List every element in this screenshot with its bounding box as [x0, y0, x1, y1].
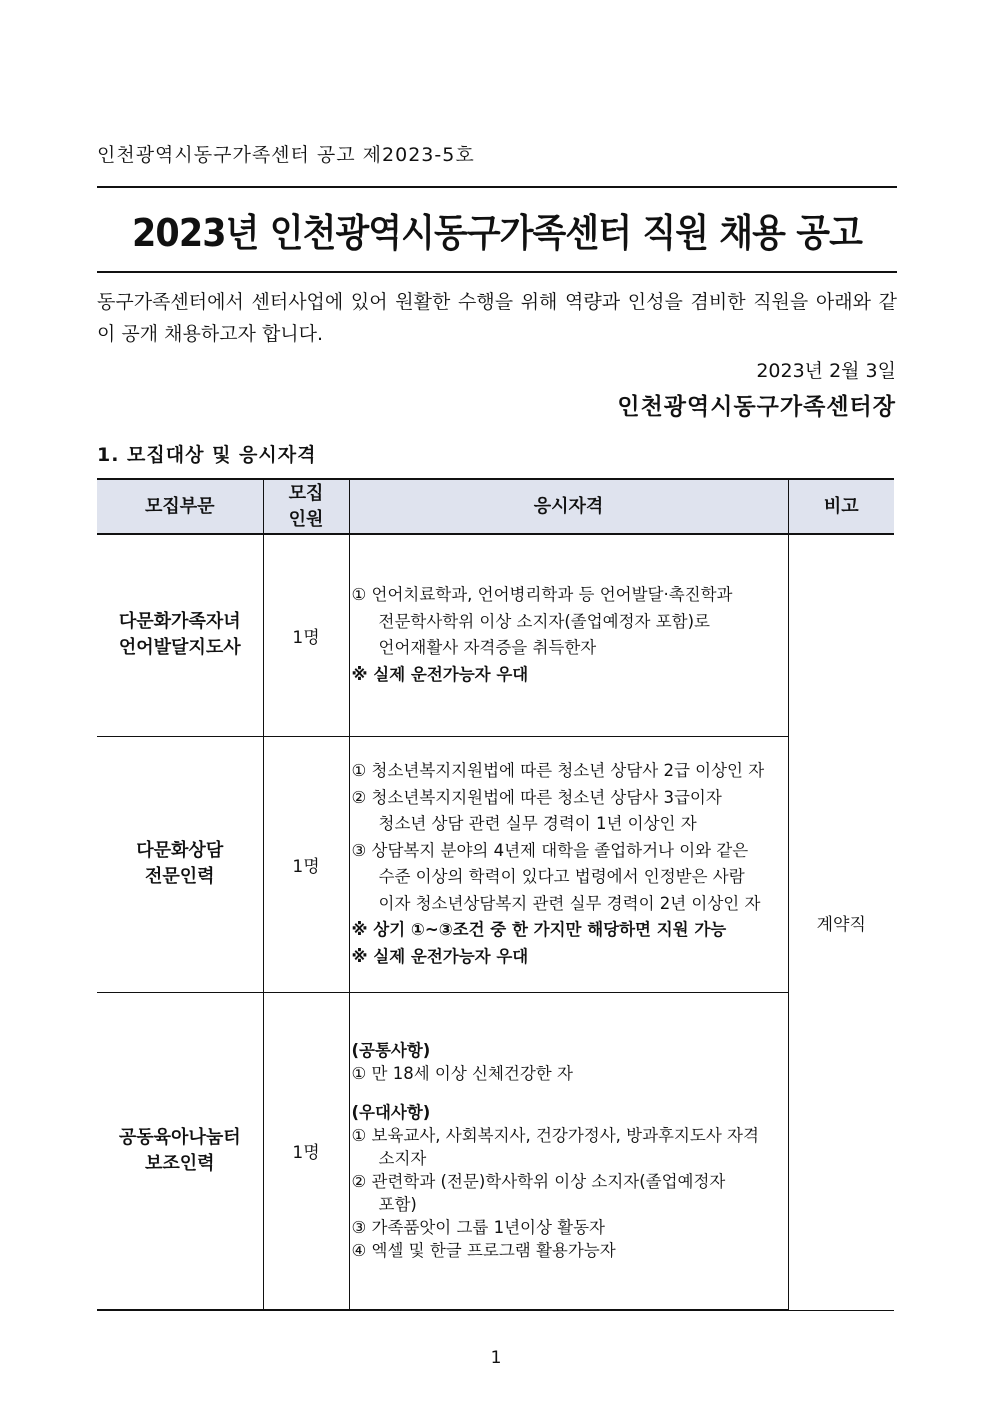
dept-cell: [97, 736, 263, 992]
title-top-rule: [97, 186, 897, 188]
qual-line: ① 청소년복지지원법에 따른 청소년 상담사 2급 이상인 자: [351, 761, 765, 780]
qual-line: ③ 상담복지 분야의 4년제 대학을 졸업하거나 이와 같은: [351, 840, 749, 860]
count-cell: 1명: [263, 736, 349, 992]
table-row: [97, 534, 894, 736]
recruitment-table: [97, 478, 894, 1311]
qual-line: ※ 상기 ①~③조건 중 한 가지만 해당하면 지원 가능: [351, 920, 727, 939]
qual-line: ① 만 18세 이상 신체건강한 자: [351, 1064, 573, 1084]
qual-line: 청소년 상담 관련 실무 경력이 1년 이상인 자: [378, 814, 697, 833]
section-title-recruitment: 1. 모집대상 및 응시자격: [97, 444, 317, 466]
issuer-name: 인천광역시동구가족센터장: [617, 394, 896, 420]
table-row: [97, 736, 894, 992]
dept-line: 다문화가족자녀: [118, 611, 241, 633]
qualification-cell: [349, 736, 788, 992]
dept-line: 언어발달지도사: [118, 637, 241, 659]
header-note: 비고: [788, 479, 894, 534]
table-row: [97, 992, 894, 1310]
qual-line: ※ 실제 운전가능자 우대: [351, 946, 529, 966]
qual-line: 언어재활사 자격증을 취득한자: [378, 638, 597, 658]
qual-line: (우대사항): [351, 1103, 431, 1123]
title-bottom-rule: [97, 271, 897, 273]
notice-number: 인천광역시동구가족센터 공고 제2023-5호: [97, 144, 475, 166]
qual-line: ③ 가족품앗이 그룹 1년이상 활동자: [351, 1218, 605, 1238]
qual-line: ④ 엑셀 및 한글 프로그램 활용가능자: [351, 1241, 616, 1261]
qual-line: 이자 청소년상담복지 관련 실무 경력이 2년 이상인 자: [378, 893, 761, 913]
qual-spacer: [352, 1085, 786, 1101]
intro-paragraph: 동구가족센터에서 센터사업에 있어 원활한 수행을 위해 역량과 인성을 겸비한 직원을 아래와 같이 공개 채용하고자 합니다.: [97, 291, 897, 345]
qual-line: (공통사항): [351, 1041, 431, 1061]
header-count-line2: 인원: [288, 508, 324, 530]
table-header-row: [97, 479, 894, 534]
dept-cell: [97, 534, 263, 736]
count-cell: 1명: [263, 534, 349, 736]
qual-line: 소지자: [378, 1149, 427, 1169]
header-qualification: 응시자격: [349, 479, 788, 534]
qual-line: 포함): [378, 1195, 417, 1215]
note-cell: 계약직: [788, 534, 894, 1310]
dept-line: 전문인력: [144, 866, 215, 887]
count-cell: 1명: [263, 992, 349, 1310]
qualification-cell: [349, 992, 788, 1310]
qual-line: ① 보육교사, 사회복지사, 건강가정사, 방과후지도사 자격: [351, 1126, 759, 1146]
qual-line: 전문학사학위 이상 소지자(졸업예정자 포함)로: [378, 611, 710, 631]
qual-line: ② 청소년복지지원법에 따른 청소년 상담사 3급이자: [351, 787, 722, 807]
header-dept: 모집부문: [97, 479, 263, 534]
notice-date: 2023년 2월 3일: [756, 360, 896, 382]
header-count-line1: 모집: [288, 482, 324, 504]
dept-line: 보조인력: [144, 1152, 215, 1174]
header-count: [263, 479, 349, 534]
page-number: 1: [490, 1348, 502, 1368]
qualification-cell: [349, 534, 788, 736]
dept-line: 다문화상담: [136, 840, 224, 861]
dept-cell: [97, 992, 263, 1310]
dept-line: 공동육아나눔터: [118, 1126, 241, 1148]
qual-line: ※ 실제 운전가능자 우대: [351, 664, 529, 684]
qual-line: ② 관련학과 (전문)학사학위 이상 소지자(졸업예정자: [351, 1172, 726, 1192]
document-title: 2023년 인천광역시동구가족센터 직원 채용 공고: [132, 211, 862, 255]
qual-line: 수준 이상의 학력이 있다고 법령에서 인정받은 사람: [378, 867, 745, 886]
qual-line: ① 언어치료학과, 언어병리학과 등 언어발달·촉진학과: [351, 585, 733, 605]
